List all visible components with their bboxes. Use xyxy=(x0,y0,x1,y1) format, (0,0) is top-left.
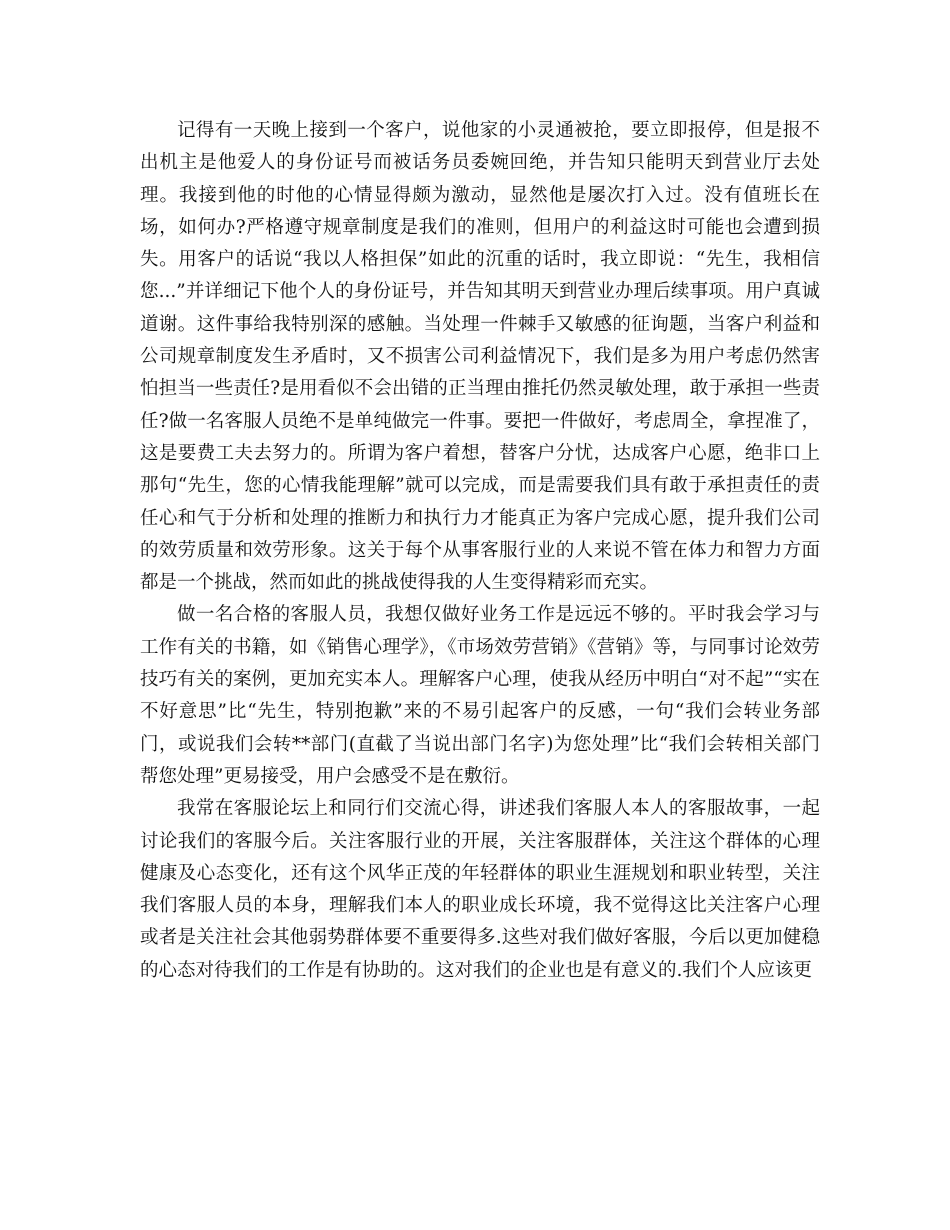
document-body xyxy=(140,115,820,987)
paragraph-1: 记得有一天晚上接到一个客户，说他家的小灵通被抢，要立即报停，但是报不出机主是他爱人的身份证号而被话务员委婉回绝，并告知只能明天到营业厅去处理。我接到他的时他的心情显得颇为激动，显然他是屡次打入过。没有值班长在场，如何办?严格遵守规章制度是我们的准则，但用户的利益这时可能也会遭到损失。用客户的话说“我以人格担保”如此的沉重的话时，我立即说：“先生，我相信您...”并详细记下他个人的身份证号，并告知其明天到营业办理后续事项。用户真诚道谢。这件事给我特别深的感触。当处理一件棘手又敏感的征询题，当客户利益和公司规章制度发生矛盾时，又不损害公司利益情况下，我们是多为用户考虑仍然害怕担当一些责任?是用看似不会出错的正当理由推托仍然灵敏处理，敢于承担一些责任?做一名客服人员绝不是单纯做完一件事。要把一件做好，考虑周全，拿捏准了，这是要费工夫去努力的。所谓为客户着想，替客户分忧，达成客户心愿，绝非口上那句“先生，您的心情我能理解”就可以完成，而是需要我们具有敢于承担责任的责任心和气于分析和处理的推断力和执行力才能真正为客户完成心愿，提升我们公司的效劳质量和效劳形象。这关于每个从事客服行业的人来说不管在体力和智力方面都是一个挑战，然而如此的挑战使得我的人生变得精彩而充实。 xyxy=(140,120,820,594)
paragraph-3: 我常在客服论坛上和同行们交流心得，讲述我们客服人本人的客服故事，一起讨论我们的客服今后。关注客服行业的开展，关注客服群体，关注这个群体的心理健康及心态变化，还有这个风华正茂的年轻群体的职业生涯规划和职业转型，关注我们客服人员的本身，理解我们本人的职业成长环境，我不觉得这比关注客户心理或者是关注社会其他弱势群体要不重要得多.这些对我们做好客服，今后以更加健稳的心态对待我们的工作是有协助的。这对我们的企业也是有意义的.我们个人应该更 xyxy=(140,798,820,981)
paragraph-2: 做一名合格的客服人员，我想仅做好业务工作是远远不够的。平时我会学习与工作有关的书籍，如《销售心理学》，《市场效劳营销》《营销》等，与同事讨论效劳技巧有关的案例，更加充实本人。理解客户心理，使我从经历中明白“对不起”“实在不好意思”比“先生，特别抱歉”来的不易引起客户的反感，一句“我们会转业务部门，或说我们会转**部门(直截了当说出部门名字)为您处理”比“我们会转相关部门帮您处理”更易接受，用户会感受不是在敷衍。 xyxy=(140,604,820,787)
